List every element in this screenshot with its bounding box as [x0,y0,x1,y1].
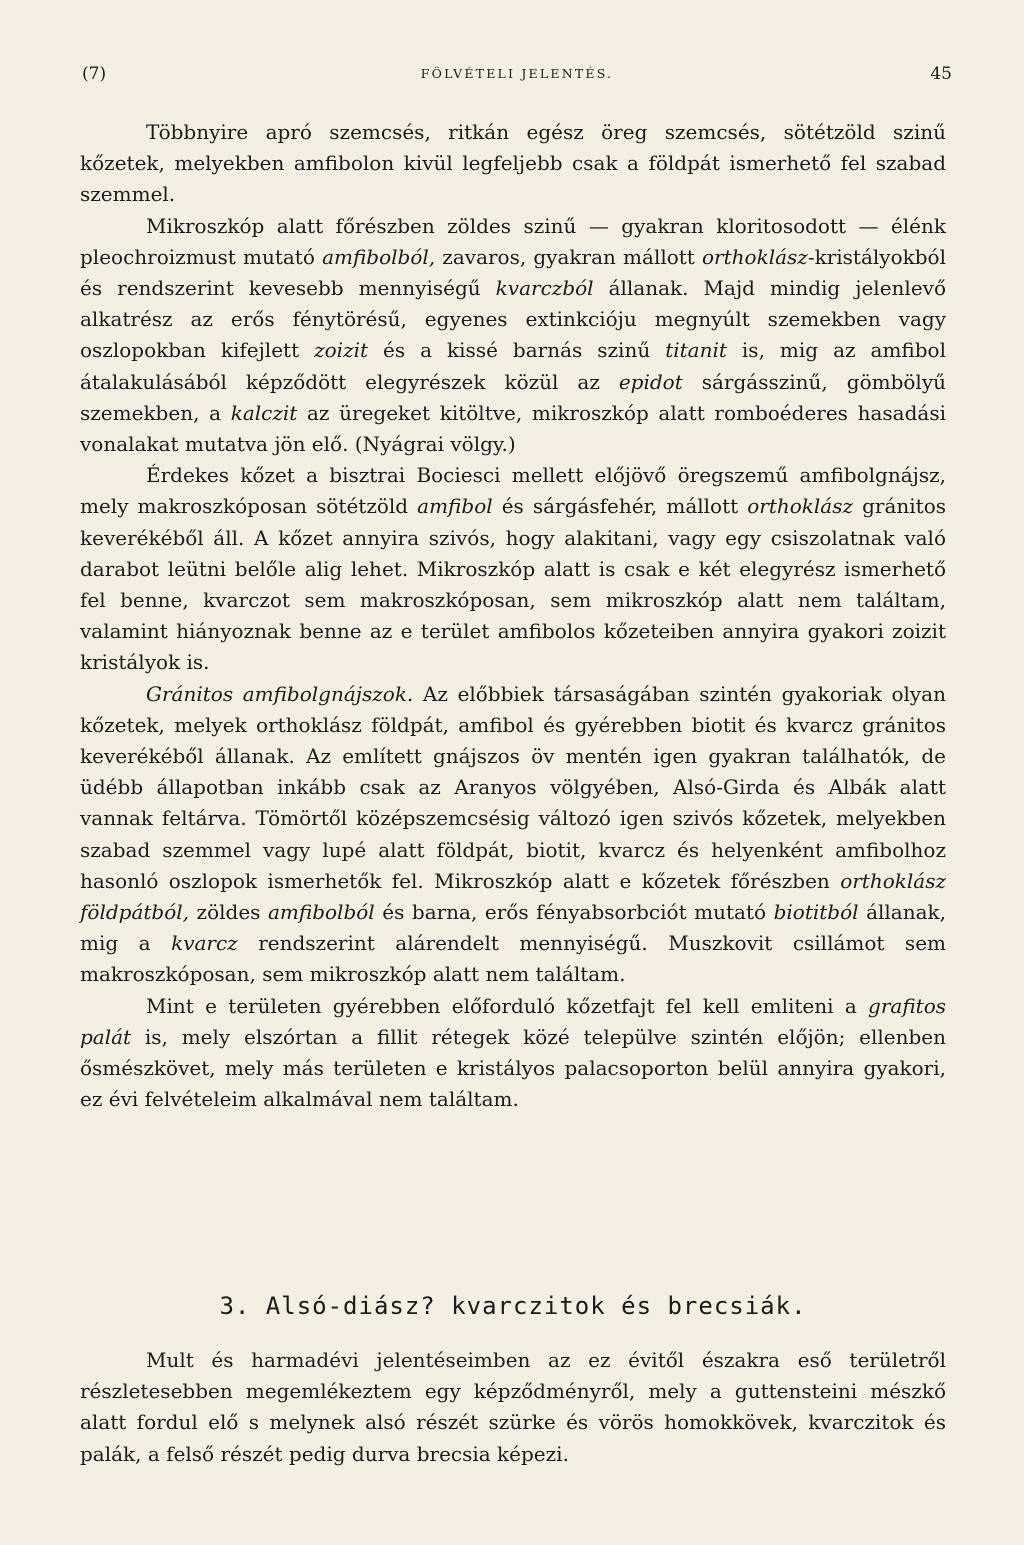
running-title: FÖLVÉTELI JELENTÉS. [420,66,614,81]
text-run: sárgásszinű, gömbölyű szemekben, a [80,369,946,425]
text-run: -kristályokból és rendszerint kevesebb mennyiségű [80,244,946,301]
italic-term: kvarcz [171,931,238,956]
italic-term: epidot [618,369,683,394]
text-run: rendszerint alárendelt mennyiségű. Muszkovit csillámot sem makroszkóposan, sem mikroszkóp alatt nem találtam. [80,931,946,987]
section-heading: 3. Alsó-diász? kvarczitok és brecsiák. [219,1292,807,1320]
text-run: állanak, mig a [80,900,946,956]
page-section-number: (7) [82,64,107,84]
italic-term: amfibolból, [322,244,436,269]
text-run: gránitos keverékéből áll. A kőzet annyira szivós, hogy alakitani, vagy egy csiszolatnak való darabot leütni belőle alig lehet. Mikroszkóp alatt is csak e két elegyrész ismerhető fel benne, kvarczot sem makroszkóposan, sem mikroszkóp alatt nem találtam, valamint hiányoznak benne az e terület amfibolos kőzeteiben annyira gyakori zoizit kristályok is. [80,494,947,675]
italic-term: kvarczból [495,276,594,301]
italic-term: titanit [665,338,727,363]
italic-term: zoizit [314,338,369,363]
body-text [80,117,946,1116]
italic-term: kalczit [230,400,298,425]
text-run: az üregeket kitöltve, mikroszkóp alatt romboéderes hasadási vonalakat mutatva jön elő. (Nyágrai völgy.) [80,400,946,457]
text-run: is, mig az amfibol átalakulásából képződött elegyrészek közül az [80,338,946,394]
text-run: Érdekes kőzet a bisztrai Bociesci mellett előjövő öregszemű amfibolgnájsz, mely makroszkóposan sötétzöld [80,463,946,519]
text-run: Mint e területen gyérebben előforduló kőzetfajt fel kell emliteni a [146,993,869,1018]
paragraph [80,1345,946,1470]
italic-term: orthoklász földpátból, [80,868,946,925]
body-text-section-3 [80,1345,946,1470]
page-number: 45 [930,64,952,84]
italic-term: amfibol [417,494,493,519]
text-run: Többnyire apró szemcsés, ritkán egész öreg szemcsés, sötétzöld szinű kőzetek, melyekben amfibolon kivül legfeljebb csak a földpát ismerhető fel szabad szemmel. [80,120,946,207]
text-run: és a kissé barnás szinű [368,338,666,363]
italic-term: orthoklász [747,494,854,519]
italic-term: amfibolból [267,900,375,925]
text-run: Mult és harmadévi jelentéseimben az ez évitől északra eső területről részletesebben megemlékeztem egy képződményről, mely a guttensteini mészkő alatt fordul elő s melynek alsó részét szürke és vörös homokkövek, kvarczitok és palák, a felső részét pedig durva brecsia képezi. [80,1348,946,1466]
text-run: zavaros, gyakran mállott [435,244,703,269]
paragraph [80,991,946,1116]
text-run: állanak. Majd mindig jelenlevő alkatrész az erős fénytörésű, egyenes extinkcióju megnyúlt szemekben vagy oszlopokban kifejlett [80,276,946,363]
text-run: is, mely elszórtan a fillit rétegek közé települve szintén előjön; ellenben ősmészkövet, mely más területen e kristályos palacsoporton belül annyira gyakori, ez évi felvételeim alkalmával nem találtam. [80,1024,946,1112]
italic-term: Gránitos amfibolgnájszok. [146,681,414,706]
italic-term: biotitból [773,900,859,925]
paragraph [80,460,946,678]
text-run: és barna, erős fényabsorbciót mutató [374,900,774,925]
paragraph [80,679,946,991]
text-run: zöldes [189,900,268,925]
page-header [82,64,952,90]
paragraph [80,117,946,211]
text-run: Mikroszkóp alatt főrészben zöldes szinű — gyakran kloritosodott — élénk pleochroizmust mutató [80,213,946,269]
text-run: és sárgásfehér, mállott [492,494,748,519]
text-run: Az előbbiek társaságában szintén gyakoriak olyan kőzetek, melyek orthoklász földpát, amfibol és gyérebben biotit és kvarcz gránitos keverékéből állanak. Az említett gnájszos öv mentén igen gyakran találhatók, de üdébb állapotban inkább csak az Aranyos völgyében, Alsó-Girda és Albák alatt vannak feltárva. Tömörtől középszemcsésig változó igen szivós kőzetek, melyekben szabad szemmel vagy lupé alatt földpát, biotit, kvarcz és helyenként amfibolhoz hasonló oszlopok ismerhetők fel. Mikroszkóp alatt e kőzetek főrészben [80,681,946,893]
italic-term: orthoklász [702,244,808,269]
paragraph [80,211,946,461]
italic-term: grafitos palát [80,993,946,1049]
